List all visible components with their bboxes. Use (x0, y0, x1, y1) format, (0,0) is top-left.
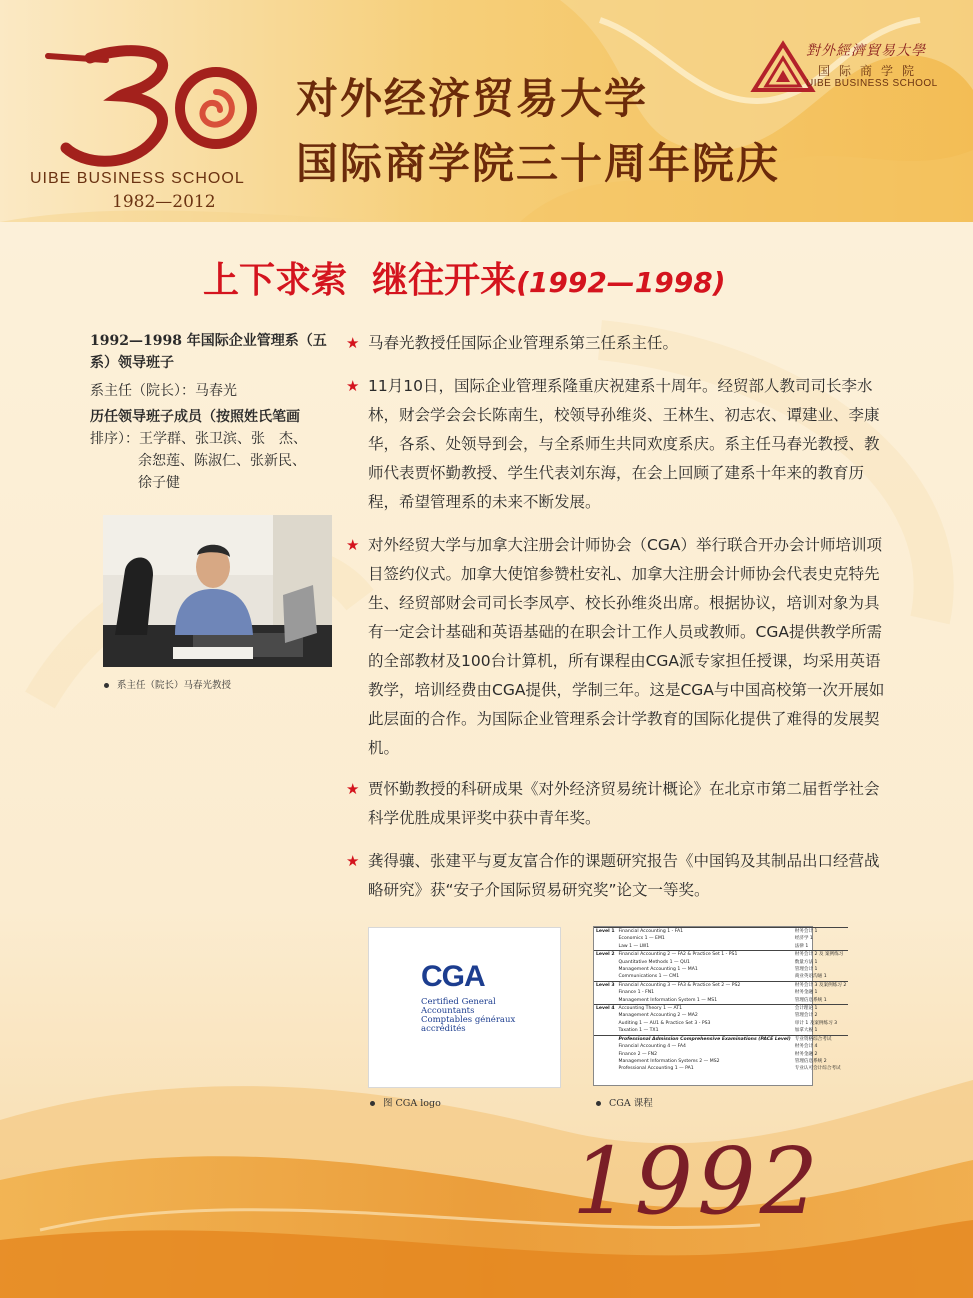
course-name-en: Financial Accounting 3 — FA3 & Practice Set 2 — PS2 (617, 981, 793, 989)
course-name-en: Management Information Systems 2 — MS2 (618, 1058, 720, 1064)
course-row (594, 1051, 848, 1058)
course-level: Level 1 (596, 929, 615, 934)
bullet-item (346, 329, 886, 358)
course-name-en: Accounting Theory 1 — AT1 (617, 1005, 793, 1013)
sidebar-line: 系）领导班子 (90, 355, 174, 371)
course-level: Level 2 (596, 952, 615, 958)
course-name-cn: 管理会计 1 (794, 967, 818, 973)
bullet-dot (596, 1101, 601, 1106)
course-row (594, 1020, 848, 1027)
course-row (594, 1065, 848, 1072)
star-icon: ★ (346, 334, 360, 352)
course-level (594, 997, 617, 1005)
school-name-en: UIBE BUSINESS SCHOOL (30, 170, 245, 187)
star-icon: ★ (346, 377, 360, 395)
course-level (594, 973, 617, 981)
course-level: Level 3 (596, 982, 615, 988)
course-name-cn: 财务金融 2 (794, 1051, 818, 1057)
course-level (594, 959, 617, 966)
course-level (594, 1043, 617, 1050)
course-row (594, 951, 848, 959)
course-name-cn: 财务会计 4 (794, 1044, 818, 1050)
course-name-en: Professional Accounting 1 — PA1 (618, 1066, 694, 1072)
course-level (594, 935, 617, 942)
right-logo-calligraphy: 對外經濟貿易大學 (806, 43, 926, 59)
cga-course-table (593, 926, 847, 1086)
course-name-cn: 会计理论 1 (793, 1005, 849, 1013)
university-title: 对外经济贸易大学 (296, 74, 649, 123)
course-row (594, 1005, 848, 1013)
course-name-en: Finance 1 - FN1 (618, 990, 655, 996)
course-name-cn: 审计 1 及案例练习 3 (794, 1020, 838, 1026)
course-level (594, 989, 617, 996)
course-level (594, 1020, 617, 1027)
course-name-cn: 经济学 1 (794, 936, 813, 942)
course-row (594, 1035, 848, 1043)
course-name-cn: 财务金融 1 (794, 990, 818, 996)
course-row (594, 966, 848, 973)
course-row (594, 989, 848, 996)
course-level: Level 4 (596, 1006, 615, 1012)
course-name-en: Quantitative Methods 1 — QU1 (618, 959, 690, 965)
cga-logo-image (368, 927, 561, 1088)
course-name-cn: 数量方法 1 (794, 959, 818, 965)
footer-year: 1992 (572, 1128, 823, 1235)
course-name-en: Auditing 1 — AU1 & Practice Set 3 - PS3 (618, 1020, 711, 1026)
cga-line: Certified General (421, 997, 496, 1007)
bullet-text: 贾怀勤教授的科研成果《对外经济贸易统计概论》在北京市第二届哲学社会科学优胜成果评奖中获中青年奖。 (368, 780, 880, 827)
course-name-en: Professional Admission Comprehensive Examinations (PACE Level) (618, 1036, 791, 1042)
course-row (594, 928, 848, 936)
bullet-text: 马春光教授任国际企业管理系第三任系主任。 (368, 334, 679, 352)
anniversary-30-logo (28, 38, 258, 178)
course-table (594, 927, 848, 1073)
course-row (594, 935, 848, 942)
course-name-cn: 财务会计 1 (793, 928, 849, 936)
course-name-en: Financial Accounting 4 — FA4 (618, 1044, 686, 1050)
course-name-cn: 管理信息系统 2 (794, 1058, 827, 1064)
course-name-cn: 管理会计 2 (794, 1013, 818, 1019)
course-row (594, 1027, 848, 1035)
course-level (594, 966, 617, 973)
course-name-en: Finance 2 — FN2 (618, 1051, 658, 1057)
section-years: (1992—1998) (516, 266, 726, 299)
sidebar-members: 排序）：王学群、张卫滨、张 杰、 (90, 431, 307, 447)
cga-line: Accountants (421, 1006, 475, 1016)
bullet-dot (370, 1101, 375, 1106)
course-name-en: Law 1 — LW1 (618, 943, 650, 949)
bullet-item (346, 775, 886, 833)
bullet-text: 对外经贸大学与加拿大注册会计师协会（CGA）举行联合开办会计师培训项目签约仪式。加拿大使馆参赞杜安礼、加拿大注册会计师协会代表史克特先生、经贸部财会司司长李凤亭、校长孙维炎出席。根据协议，培训对象为具有一定会计基础和英语基础的在职会计工作人员或教师。CGA提供教学所需的全部教材及100台计算机，所有课程由CGA派专家担任授课，均采用英语教学，培训经费由CGA提供，学制三年。这是CGA与中国高校第一次开展如此层面的合作。为国际企业管理系会计学教育的国际化提供了难得的发展契机。 (368, 536, 885, 757)
course-row (594, 959, 848, 966)
leadership-sidebar (90, 330, 340, 494)
course-name-cn: 法律 1 (794, 943, 809, 949)
bullet-item (346, 531, 886, 763)
course-name-cn: 财务会计 2 及 案例练习 (793, 951, 849, 959)
course-row (594, 1058, 848, 1065)
course-row (594, 1012, 848, 1019)
course-name-en: Financial Accounting 1 - FA1 (617, 928, 793, 936)
course-level (594, 1027, 617, 1035)
course-name-en: Economics 1 — EM1 (618, 936, 665, 942)
cga-line: Comptables généraux (421, 1015, 516, 1025)
course-level (594, 1012, 617, 1019)
course-level (594, 1035, 617, 1043)
course-table-caption-text: CGA 课程 (609, 1098, 653, 1109)
course-name-cn: 专业认可会计综合考试 (794, 1066, 841, 1072)
course-level (594, 1051, 617, 1058)
course-table-caption (596, 1095, 653, 1109)
course-level (594, 1058, 617, 1065)
course-level (594, 943, 617, 951)
cga-wordmark (421, 998, 515, 1034)
cga-logo-caption-text: 图 CGA logo (383, 1098, 441, 1109)
sidebar-director: 系主任（院长）：马春光 (90, 383, 237, 399)
bullet-text: 11月10日，国际企业管理系隆重庆祝建系十周年。经贸部人教司司长李水林，财会学会会长陈南生，校领导孙维炎、王林生、初志农、谭建业、李康华，各系、处领导到会，与全系师生共同欢度系庆。系主任马春光教授、教师代表贾怀勤教授、学生代表刘东海，在会上回顾了建系十年来的教育历程，希望管理系的未来不断发展。 (368, 377, 880, 511)
course-name-en: Management Accounting 1 — MA1 (618, 967, 698, 973)
star-icon: ★ (346, 536, 360, 554)
star-icon: ★ (346, 780, 360, 798)
right-logo-school-cn: 国际商学院 (818, 64, 924, 78)
course-name-en: Management Information System 1 — MS1 (618, 997, 718, 1003)
photo-caption-text: 系主任（院长）马春光教授 (117, 680, 232, 691)
section-title-text: 上下求索 继往开来 (203, 260, 517, 301)
course-name-cn: 管理信息系统 1 (794, 997, 827, 1003)
section-title (203, 252, 726, 303)
course-name-en: Communications 1 — CM1 (618, 974, 680, 980)
course-name-en: Financial Accounting 2 — FA2 & Practice Set 1 - PS1 (617, 951, 793, 959)
course-name-cn: 商业英语沟通 1 (794, 974, 827, 980)
sidebar-line: 历任领导班子成员（按照姓氏笔画 (90, 409, 300, 425)
course-name-cn: 加拿大税 1 (794, 1028, 818, 1034)
school-emblem-icon (752, 42, 814, 92)
course-row (594, 1043, 848, 1050)
bullet-item (346, 372, 886, 517)
course-name-en: Taxation 1 — TX1 (618, 1028, 659, 1034)
course-level (594, 1065, 617, 1072)
bullet-item (346, 847, 886, 905)
bullet-text: 龚得骧、张建平与夏友富合作的课题研究报告《中国钨及其制品出口经营战略研究》获“安子介国际贸易研究奖”论文一等奖。 (368, 852, 880, 899)
sidebar-line: 1992—1998 年国际企业管理系（五 (90, 333, 327, 349)
course-row (594, 973, 848, 981)
sidebar-members: 余恕莲、陈淑仁、张新民、 (138, 453, 306, 469)
course-name-cn: 财务会计 3 及案例练习 2 (794, 982, 847, 988)
photo-caption (104, 677, 231, 691)
course-row (594, 943, 848, 951)
cga-logo-caption (370, 1095, 441, 1109)
cga-line: accrédités (421, 1024, 466, 1034)
cga-mark: CGA (421, 960, 485, 993)
anniversary-title: 国际商学院三十周年院庆 (296, 139, 781, 188)
course-name-cn: 专业资格综合考试 (793, 1035, 849, 1043)
director-photo (103, 515, 332, 667)
course-name-en: Management Accounting 2 — MA2 (618, 1013, 698, 1019)
course-row (594, 981, 848, 989)
bullet-dot (104, 683, 109, 688)
right-logo-school-en: UIBE BUSINESS SCHOOL (806, 78, 938, 89)
course-row (594, 997, 848, 1005)
sidebar-members: 徐子健 (138, 475, 180, 491)
star-icon: ★ (346, 852, 360, 870)
anniversary-years: 1982—2012 (112, 192, 216, 212)
